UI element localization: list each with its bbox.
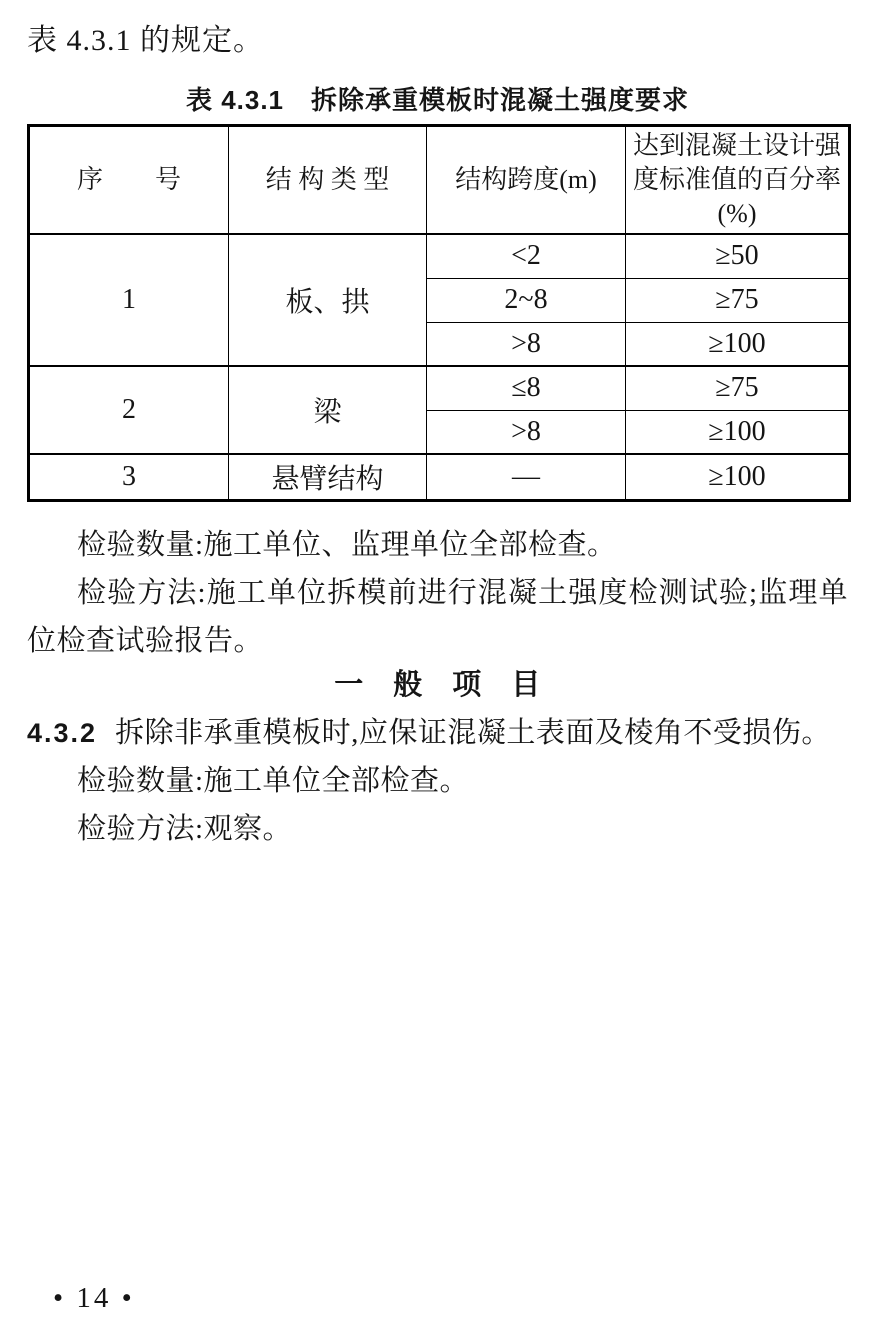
cell-type-3: 悬臂结构	[229, 454, 427, 501]
cell-type-2: 梁	[229, 366, 427, 454]
cell-percent: ≥100	[626, 454, 850, 501]
cell-span: 2~8	[427, 278, 626, 322]
intro-line: 表 4.3.1 的规定。	[27, 24, 264, 57]
cell-serial-3: 3	[29, 454, 229, 501]
col-header-serial-number: 序 号	[29, 126, 229, 235]
table-row	[29, 366, 850, 410]
table-title: 表 4.3.1 拆除承重模板时混凝土强度要求	[185, 85, 690, 115]
table-header-row	[29, 126, 850, 235]
cell-span: >8	[427, 322, 626, 366]
col-header-structure-span: 结构跨度(m)	[427, 126, 626, 235]
clause-4-3-2	[27, 709, 848, 757]
cell-serial-1: 1	[29, 234, 229, 366]
cell-type-1: 板、拱	[229, 234, 427, 366]
inspection-method-paragraph-2: 检验方法:观察。	[77, 813, 293, 845]
table-row	[29, 454, 850, 501]
page-content	[27, 0, 848, 853]
table-row	[29, 234, 850, 278]
cell-percent: ≥100	[626, 410, 850, 454]
cell-percent: ≥100	[626, 322, 850, 366]
clause-text: 拆除非承重模板时,应保证混凝土表面及棱角不受损伤。	[115, 717, 831, 749]
cell-percent: ≥50	[626, 234, 850, 278]
concrete-strength-table	[27, 124, 851, 502]
cell-span: —	[427, 454, 626, 501]
cell-serial-2: 2	[29, 366, 229, 454]
inspection-quantity-paragraph: 检验数量:施工单位、监理单位全部检查。	[77, 529, 617, 561]
cell-percent: ≥75	[626, 366, 850, 410]
general-items-heading: 一 般 项 目	[334, 669, 541, 701]
clause-number: 4.3.2	[27, 718, 98, 748]
cell-percent: ≥75	[626, 278, 850, 322]
cell-span: ≤8	[427, 366, 626, 410]
inspection-method-paragraph: 检验方法:施工单位拆模前进行混凝土强度检测试验;监理单位检查试验报告。	[27, 577, 848, 657]
col-header-structure-type: 结 构 类 型	[229, 126, 427, 235]
cell-span: >8	[427, 410, 626, 454]
col-header-strength-percent: 达到混凝土设计强度标准值的百分率(%)	[626, 126, 850, 235]
cell-span: <2	[427, 234, 626, 278]
page-number: • 14 •	[53, 1282, 135, 1314]
body-text-block	[27, 521, 848, 853]
inspection-quantity-paragraph-2: 检验数量:施工单位全部检查。	[77, 765, 470, 797]
